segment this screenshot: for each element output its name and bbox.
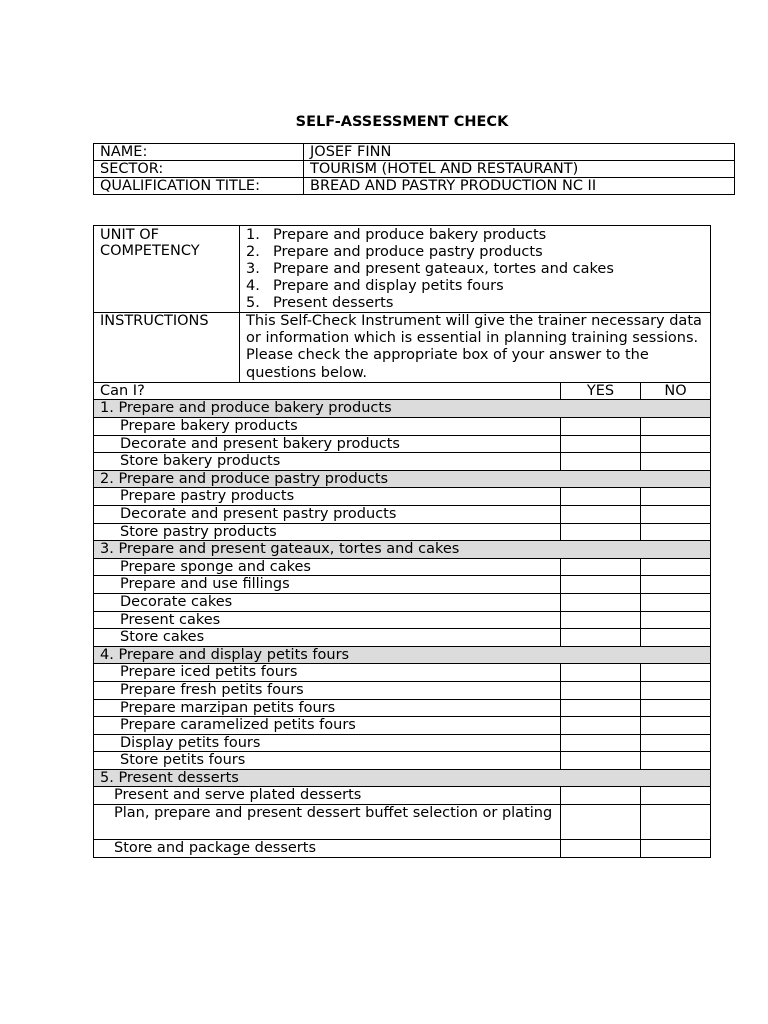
- table-row: [94, 629, 711, 647]
- table-row: [94, 681, 711, 699]
- skill-item: Decorate and present pastry products: [94, 505, 561, 523]
- no-checkbox[interactable]: [641, 523, 711, 541]
- yes-checkbox[interactable]: [561, 418, 641, 436]
- table-row: [94, 488, 711, 506]
- skill-item: Prepare bakery products: [94, 418, 561, 436]
- table-row: [94, 453, 711, 471]
- no-checkbox[interactable]: [641, 593, 711, 611]
- info-value: BREAD AND PASTRY PRODUCTION NC II: [304, 178, 735, 195]
- table-header-row: [94, 382, 711, 400]
- competency-item: [246, 295, 704, 312]
- skill-item: Present cakes: [94, 611, 561, 629]
- no-checkbox[interactable]: [641, 717, 711, 735]
- skill-item: Prepare marzipan petits fours: [94, 699, 561, 717]
- no-checkbox[interactable]: [641, 787, 711, 805]
- skill-item: Store cakes: [94, 629, 561, 647]
- no-checkbox[interactable]: [641, 805, 711, 840]
- section-title: 2. Prepare and produce pastry products: [94, 470, 711, 488]
- yes-checkbox[interactable]: [561, 576, 641, 594]
- table-row: [94, 752, 711, 770]
- skill-item: Prepare sponge and cakes: [94, 558, 561, 576]
- yes-checkbox[interactable]: [561, 488, 641, 506]
- competency-number: 3.: [246, 261, 260, 277]
- competency-item: [246, 244, 704, 261]
- info-row-sector: [94, 161, 735, 178]
- yes-checkbox[interactable]: [561, 717, 641, 735]
- yes-checkbox[interactable]: [561, 699, 641, 717]
- instructions-text: This Self-Check Instrument will give the trainer necessary data or information which is essential in planning training sessions. Please check the appropriate box of your answer to the questions below.: [240, 313, 711, 383]
- yes-checkbox[interactable]: [561, 523, 641, 541]
- yes-checkbox[interactable]: [561, 558, 641, 576]
- unit-of-competency-label: [94, 226, 240, 313]
- competency-item: [246, 227, 704, 244]
- yes-checkbox[interactable]: [561, 840, 641, 858]
- table-row: [94, 505, 711, 523]
- yes-checkbox[interactable]: [561, 805, 641, 840]
- section-row: [94, 470, 711, 488]
- no-checkbox[interactable]: [641, 734, 711, 752]
- table-row: [94, 805, 711, 840]
- no-checkbox[interactable]: [641, 576, 711, 594]
- yes-checkbox[interactable]: [561, 734, 641, 752]
- table-row: [94, 418, 711, 436]
- instructions-row: [94, 313, 711, 383]
- table-row: [94, 787, 711, 805]
- table-row: [94, 558, 711, 576]
- table-row: [94, 611, 711, 629]
- instructions-label: INSTRUCTIONS: [94, 313, 240, 383]
- skill-item: Prepare and use fillings: [94, 576, 561, 594]
- skill-item: Store pastry products: [94, 523, 561, 541]
- table-row: [94, 664, 711, 682]
- competency-item: [246, 261, 704, 278]
- yes-checkbox[interactable]: [561, 505, 641, 523]
- yes-header: YES: [561, 382, 641, 400]
- yes-checkbox[interactable]: [561, 787, 641, 805]
- competency-number: 2.: [246, 244, 260, 260]
- skill-item: Prepare fresh petits fours: [94, 681, 561, 699]
- no-checkbox[interactable]: [641, 418, 711, 436]
- table-row: [94, 435, 711, 453]
- info-row-qualification: [94, 178, 735, 195]
- skill-item: Display petits fours: [94, 734, 561, 752]
- section-title: 5. Present desserts: [94, 769, 711, 787]
- info-label: NAME:: [94, 144, 304, 161]
- competency-text: Prepare and produce bakery products: [273, 227, 547, 243]
- no-checkbox[interactable]: [641, 558, 711, 576]
- table-row: [94, 734, 711, 752]
- no-checkbox[interactable]: [641, 453, 711, 471]
- table-row: [94, 576, 711, 594]
- skill-item: Plan, prepare and present dessert buffet selection or plating: [94, 805, 561, 840]
- section-row: [94, 541, 711, 559]
- info-table: [93, 143, 735, 195]
- table-row: [94, 699, 711, 717]
- competency-item: [246, 278, 704, 295]
- assessment-table: [93, 225, 711, 858]
- unit-of-competency-list: [240, 226, 711, 313]
- unit-label-line: UNIT OF: [100, 227, 159, 243]
- table-row: [94, 523, 711, 541]
- competency-text: Prepare and produce pastry products: [273, 244, 543, 260]
- skill-item: Store petits fours: [94, 752, 561, 770]
- no-checkbox[interactable]: [641, 488, 711, 506]
- skill-item: Store and package desserts: [94, 840, 561, 858]
- yes-checkbox[interactable]: [561, 664, 641, 682]
- yes-checkbox[interactable]: [561, 681, 641, 699]
- info-value: JOSEF FINN: [304, 144, 735, 161]
- no-header: NO: [641, 382, 711, 400]
- section-row: [94, 400, 711, 418]
- skill-item: Prepare iced petits fours: [94, 664, 561, 682]
- skill-item: Prepare pastry products: [94, 488, 561, 506]
- competency-text: Prepare and present gateaux, tortes and cakes: [273, 261, 614, 277]
- info-label: SECTOR:: [94, 161, 304, 178]
- unit-label-line: COMPETENCY: [100, 243, 200, 259]
- competency-text: Prepare and display petits fours: [273, 278, 504, 294]
- skill-item: Prepare caramelized petits fours: [94, 717, 561, 735]
- info-row-name: [94, 144, 735, 161]
- no-checkbox[interactable]: [641, 840, 711, 858]
- table-row: [94, 717, 711, 735]
- no-checkbox[interactable]: [641, 611, 711, 629]
- skill-item: Decorate cakes: [94, 593, 561, 611]
- skill-item: Present and serve plated desserts: [94, 787, 561, 805]
- yes-checkbox[interactable]: [561, 752, 641, 770]
- section-title: 1. Prepare and produce bakery products: [94, 400, 711, 418]
- no-checkbox[interactable]: [641, 505, 711, 523]
- section-title: 4. Prepare and display petits fours: [94, 646, 711, 664]
- competency-number: 4.: [246, 278, 260, 294]
- unit-of-competency-row: [94, 226, 711, 313]
- section-row: [94, 646, 711, 664]
- section-row: [94, 769, 711, 787]
- no-checkbox[interactable]: [641, 629, 711, 647]
- no-checkbox[interactable]: [641, 435, 711, 453]
- yes-checkbox[interactable]: [561, 611, 641, 629]
- yes-checkbox[interactable]: [561, 435, 641, 453]
- section-title: 3. Prepare and present gateaux, tortes and cakes: [94, 541, 711, 559]
- yes-checkbox[interactable]: [561, 593, 641, 611]
- table-row: [94, 840, 711, 858]
- skill-item: Decorate and present bakery products: [94, 435, 561, 453]
- table-row: [94, 593, 711, 611]
- info-value: TOURISM (HOTEL AND RESTAURANT): [304, 161, 735, 178]
- competency-text: Present desserts: [273, 295, 394, 311]
- yes-checkbox[interactable]: [561, 629, 641, 647]
- no-checkbox[interactable]: [641, 699, 711, 717]
- competency-number: 5.: [246, 295, 260, 311]
- competency-number: 1.: [246, 227, 260, 243]
- yes-checkbox[interactable]: [561, 453, 641, 471]
- no-checkbox[interactable]: [641, 681, 711, 699]
- no-checkbox[interactable]: [641, 752, 711, 770]
- page-title: SELF-ASSESSMENT CHECK: [295, 114, 509, 130]
- question-header: Can I?: [94, 382, 561, 400]
- info-label: QUALIFICATION TITLE:: [94, 178, 304, 195]
- skill-item: Store bakery products: [94, 453, 561, 471]
- no-checkbox[interactable]: [641, 664, 711, 682]
